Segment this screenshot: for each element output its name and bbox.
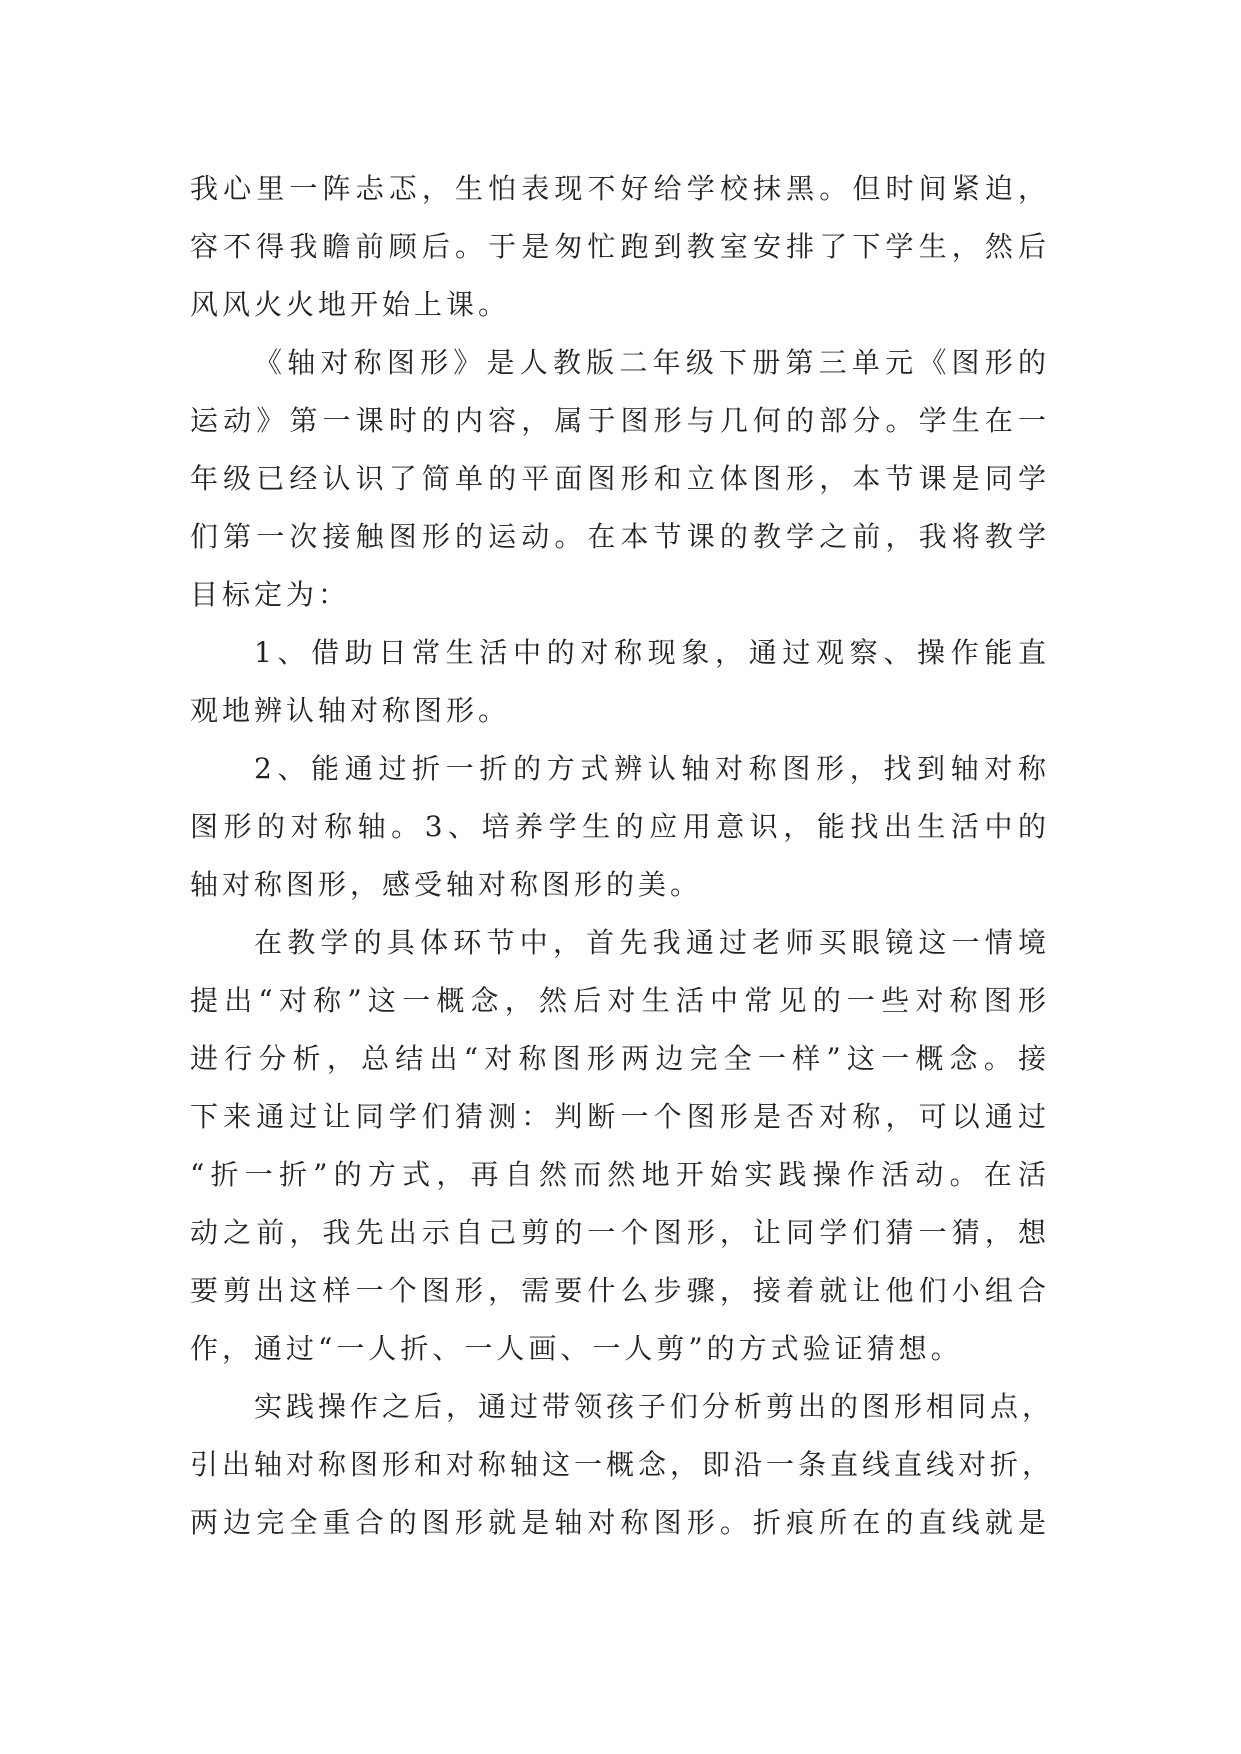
paragraph bbox=[190, 1378, 1055, 1552]
text-line: 图形的对称轴。3、培养学生的应用意识，能找出生活中的 bbox=[190, 810, 1050, 843]
text-line: 作，通过“一人折、一人画、一人剪”的方式验证猜想。 bbox=[190, 1332, 963, 1365]
text-line: 《轴对称图形》是人教版二年级下册第三单元《图形的 bbox=[254, 346, 1050, 379]
text-line: 引出轴对称图形和对称轴这一概念，即沿一条直线直线对折， bbox=[190, 1448, 1055, 1481]
text-line: 下来通过让同学们猜测：判断一个图形是否对称，可以通过 bbox=[190, 1100, 1050, 1133]
text-line: 目标定为： bbox=[190, 578, 351, 611]
paragraph bbox=[190, 914, 1050, 1378]
paragraph bbox=[190, 624, 1050, 740]
text-line: 们第一次接触图形的运动。在本节课的教学之前，我将教学 bbox=[190, 520, 1050, 553]
text-line: 轴对称图形，感受轴对称图形的美。 bbox=[190, 868, 703, 901]
text-line: 两边完全重合的图形就是轴对称图形。折痕所在的直线就是 bbox=[190, 1506, 1050, 1539]
text-line: 风风火火地开始上课。 bbox=[190, 288, 511, 321]
text-line: 1、借助日常生活中的对称现象，通过观察、操作能直 bbox=[254, 636, 1050, 669]
text-line: 观地辨认轴对称图形。 bbox=[190, 694, 511, 727]
text-line: “折一折”的方式，再自然而然地开始实践操作活动。在活 bbox=[190, 1158, 1050, 1191]
text-line: 实践操作之后，通过带领孩子们分析剪出的图形相同点， bbox=[254, 1390, 1055, 1423]
text-line: 进行分析，总结出“对称图形两边完全一样”这一概念。接 bbox=[190, 1042, 1050, 1075]
paragraph bbox=[190, 740, 1050, 914]
text-line: 要剪出这样一个图形，需要什么步骤，接着就让他们小组合 bbox=[190, 1274, 1050, 1307]
paragraph bbox=[190, 334, 1050, 624]
paragraph bbox=[190, 160, 1050, 334]
text-line: 提出“对称”这一概念，然后对生活中常见的一些对称图形 bbox=[190, 984, 1050, 1017]
text-line: 年级已经认识了简单的平面图形和立体图形，本节课是同学 bbox=[190, 462, 1050, 495]
text-line: 动之前，我先出示自己剪的一个图形，让同学们猜一猜，想 bbox=[190, 1216, 1050, 1249]
text-line: 我心里一阵忐忑，生怕表现不好给学校抹黑。但时间紧迫， bbox=[190, 172, 1050, 205]
text-line: 2、能通过折一折的方式辨认轴对称图形，找到轴对称 bbox=[254, 752, 1050, 785]
text-line: 运动》第一课时的内容，属于图形与几何的部分。学生在一 bbox=[190, 404, 1050, 437]
text-line: 容不得我瞻前顾后。于是匆忙跑到教室安排了下学生，然后 bbox=[190, 230, 1050, 263]
document-body bbox=[190, 160, 1055, 1552]
text-line: 在教学的具体环节中，首先我通过老师买眼镜这一情境 bbox=[254, 926, 1050, 959]
